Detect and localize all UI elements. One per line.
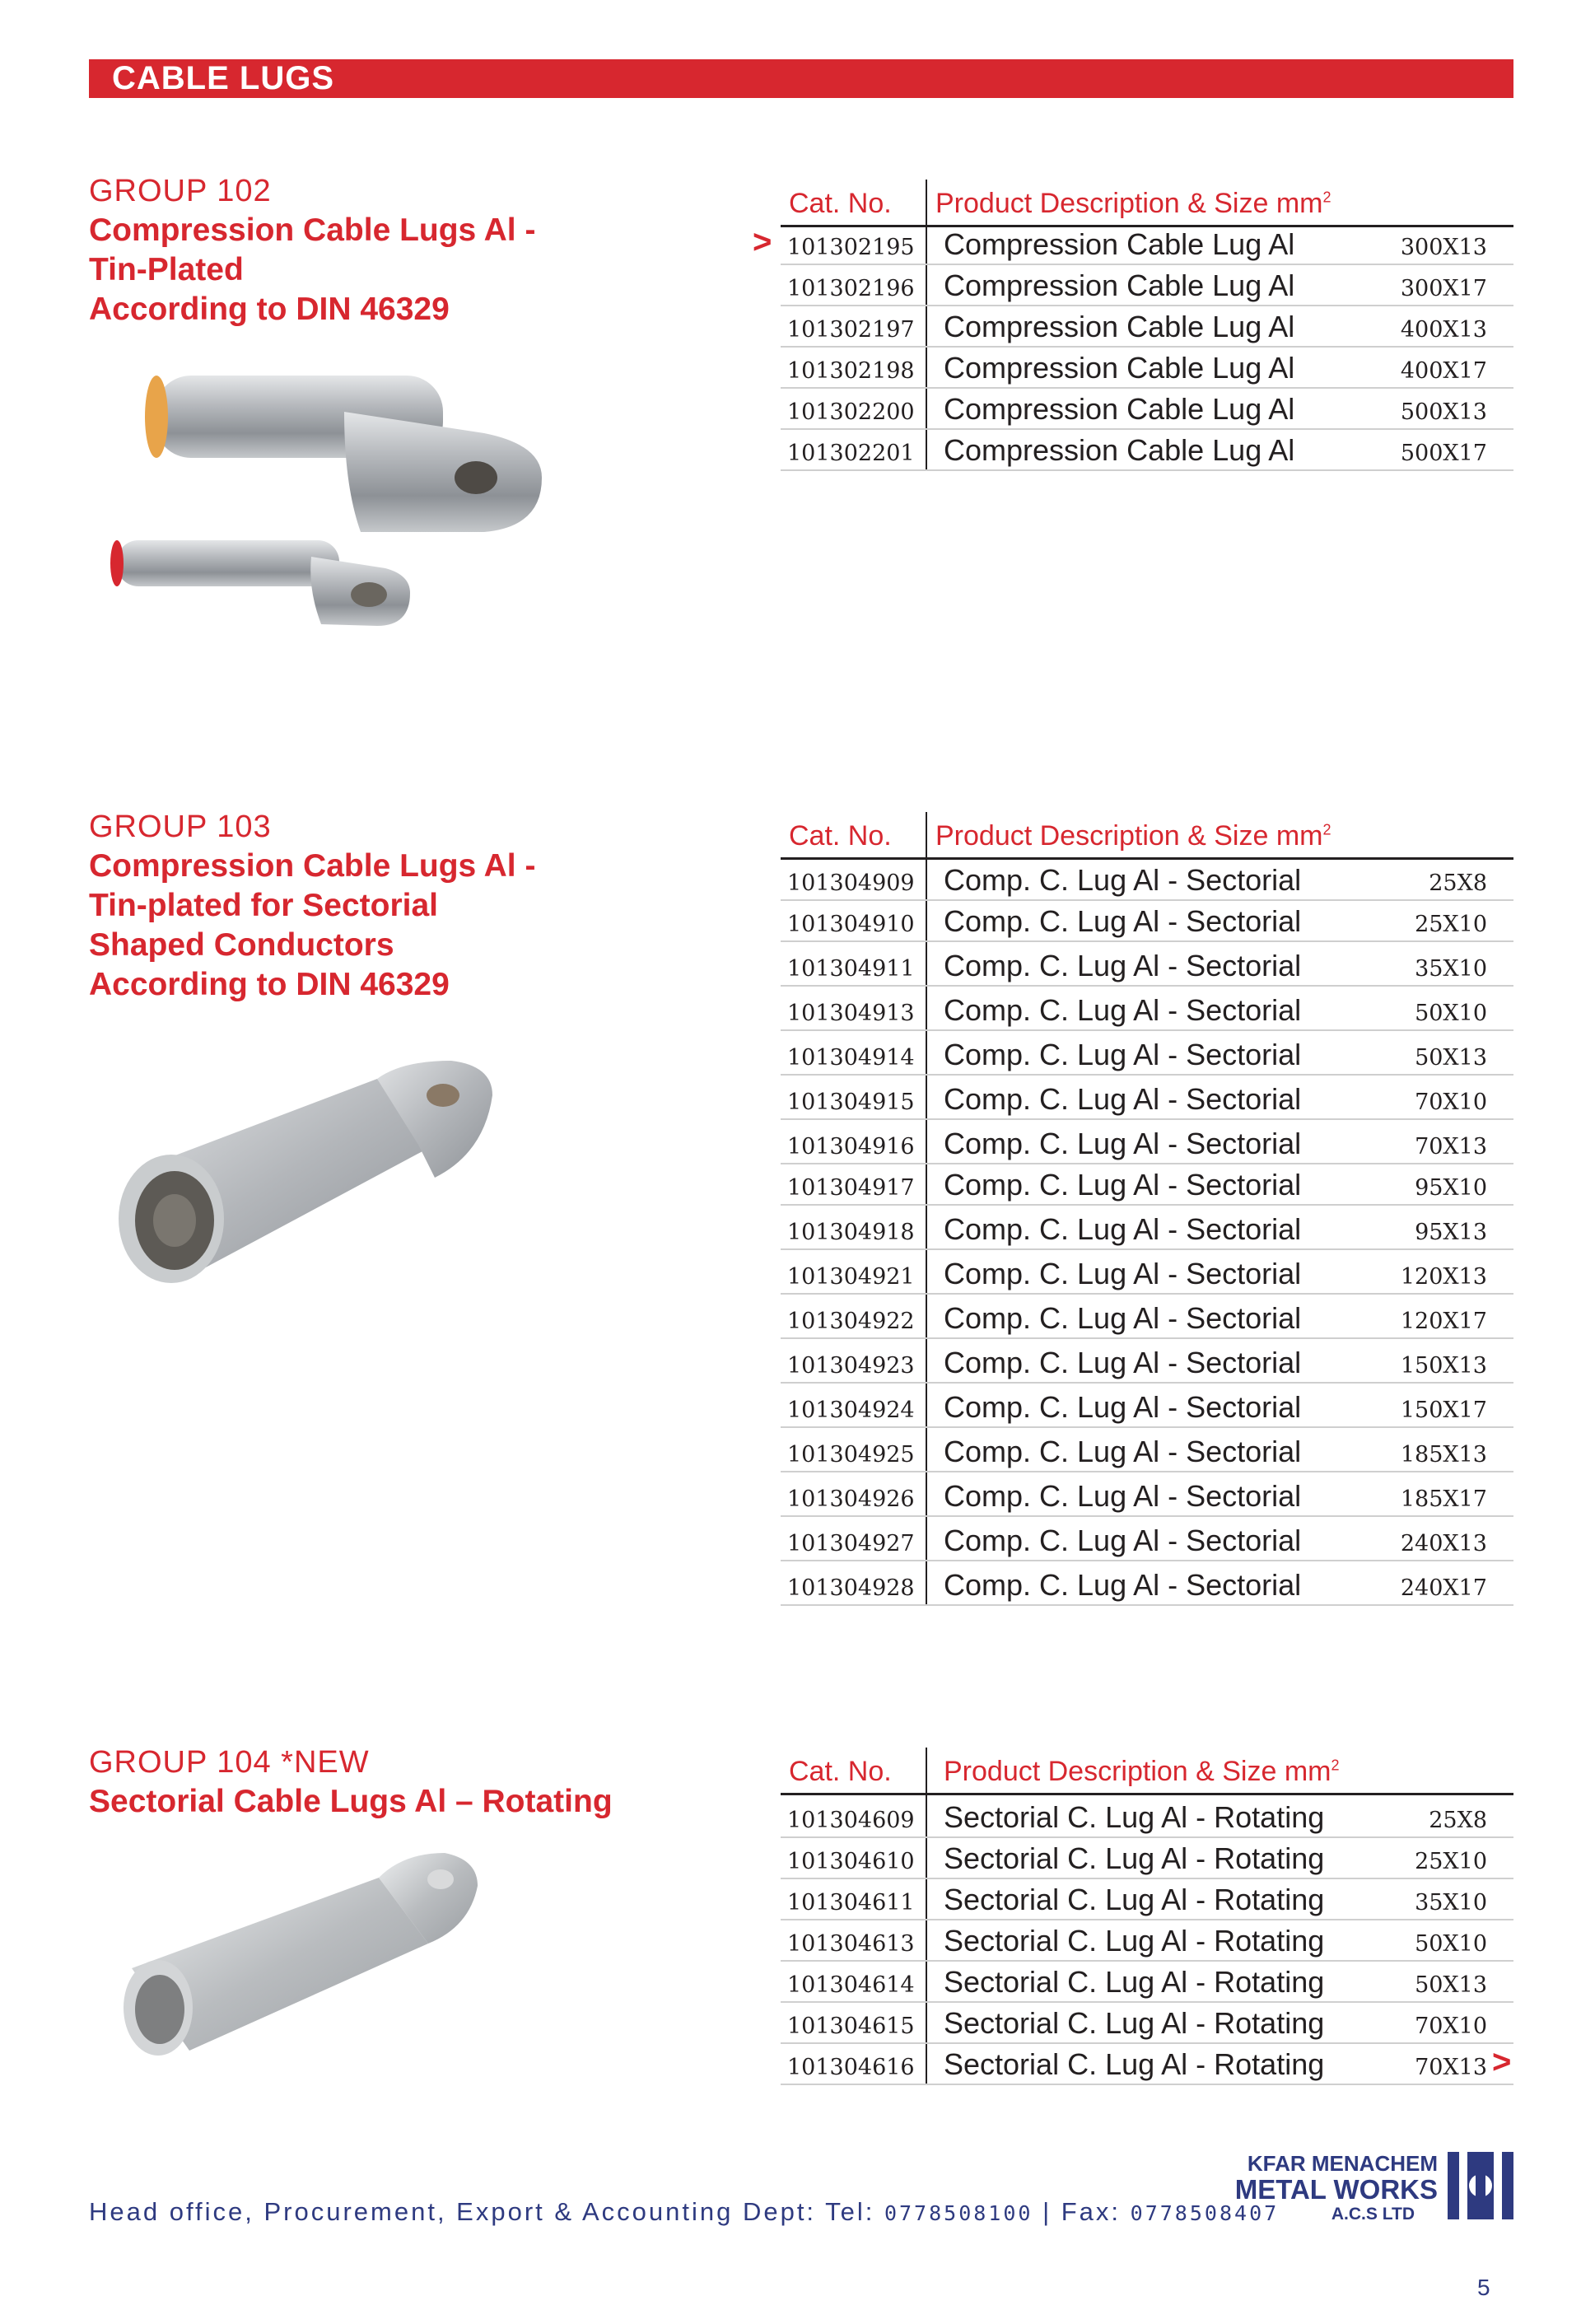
cell-size: 240X17: [1400, 1575, 1487, 1601]
footer-contact: [89, 2197, 1279, 2227]
cell-description: Compression Cable Lug Al: [944, 392, 1295, 426]
cell-cat-no: 101302201: [787, 441, 915, 466]
cell-cat-no: 101304609: [787, 1808, 915, 1833]
column-divider: [926, 348, 927, 387]
cell-cat-no: 101304911: [787, 956, 915, 982]
cell-size: 120X13: [1400, 1264, 1487, 1290]
cell-cat-no: 101304925: [787, 1442, 915, 1468]
column-divider: [926, 1879, 927, 1919]
column-header-cat-no: Cat. No.: [789, 188, 892, 219]
cell-description: Comp. C. Lug Al - Sectorial: [944, 949, 1302, 982]
cell-description: Comp. C. Lug Al - Sectorial: [944, 1568, 1302, 1602]
cell-size: 300X17: [1400, 276, 1487, 301]
cell-cat-no: 101302200: [787, 399, 915, 425]
table-row: [781, 987, 1513, 1031]
cell-size: 25X10: [1415, 1849, 1487, 1874]
footer-separator: | Fax:: [1033, 2197, 1131, 2226]
table-row: [781, 1206, 1513, 1250]
table-row: [781, 860, 1513, 901]
table-row: [781, 1517, 1513, 1561]
column-divider: [926, 987, 927, 1029]
group-number: GROUP 104 *NEW: [89, 1745, 370, 1780]
table-row: [781, 901, 1513, 942]
table-header: [781, 809, 1513, 860]
cell-description: Sectorial C. Lug Al - Rotating: [944, 1965, 1325, 1999]
cell-size: 50X10: [1415, 1931, 1487, 1957]
column-header-cat-no: Cat. No.: [789, 820, 892, 852]
group-title-line: According to DIN 46329: [89, 967, 450, 1002]
cell-cat-no: 101304922: [787, 1309, 915, 1334]
group-title-line: According to DIN 46329: [89, 292, 450, 327]
cell-description: Comp. C. Lug Al - Sectorial: [944, 1168, 1302, 1202]
cell-size: 150X17: [1400, 1398, 1487, 1423]
table-body: [781, 860, 1513, 1606]
logo-line-2: METAL WORKS: [1234, 2174, 1438, 2205]
cell-description: Comp. C. Lug Al - Sectorial: [944, 904, 1302, 938]
cell-size: 400X17: [1400, 358, 1487, 384]
section-header: CABLE LUGS: [89, 59, 1513, 98]
footer-contact-label: Head office, Procurement, Export & Accounting Dept: Tel:: [89, 2197, 884, 2226]
cell-size: 50X13: [1415, 1972, 1487, 1998]
cell-description: Comp. C. Lug Al - Sectorial: [944, 1435, 1302, 1468]
cell-size: 25X8: [1429, 870, 1487, 896]
cell-cat-no: 101304610: [787, 1849, 915, 1874]
cell-cat-no: 101304614: [787, 1972, 915, 1998]
column-divider: [926, 389, 927, 428]
group-103-table: [781, 809, 1513, 1606]
cell-description: Comp. C. Lug Al - Sectorial: [944, 1127, 1302, 1160]
cell-cat-no: 101304909: [787, 870, 915, 896]
cell-cat-no: 101304921: [787, 1264, 915, 1290]
cell-cat-no: 101304914: [787, 1045, 915, 1071]
column-header-description: Product Description & Size $mm^2$: [935, 188, 1331, 219]
cell-description: Comp. C. Lug Al - Sectorial: [944, 863, 1302, 897]
column-divider: [926, 1962, 927, 2001]
table-row: [781, 1879, 1513, 1920]
cell-size: 25X8: [1429, 1808, 1487, 1833]
group-104-table: [781, 1744, 1513, 2085]
cell-size: 50X13: [1415, 1045, 1487, 1071]
cable-lug-product-image: [97, 362, 558, 642]
cell-description: Compression Cable Lug Al: [944, 433, 1295, 467]
footer-tel: 0778508100: [884, 2201, 1033, 2225]
column-divider: [926, 180, 927, 225]
cell-size: 25X10: [1415, 912, 1487, 937]
cell-description: Compression Cable Lug Al: [944, 227, 1295, 261]
cell-cat-no: 101304918: [787, 1220, 915, 1245]
table-body: [781, 1795, 1513, 2085]
table-row: [781, 430, 1513, 471]
column-header-description: Product Description & Size $mm^2$: [935, 820, 1331, 852]
table-header: [781, 176, 1513, 227]
column-divider: [926, 1164, 927, 1204]
cell-size: 95X13: [1415, 1220, 1487, 1245]
cell-cat-no: 101304910: [787, 912, 915, 937]
column-divider: [926, 860, 927, 899]
column-divider: [926, 1472, 927, 1515]
column-divider: [926, 1428, 927, 1471]
group-title-line: Tin-plated for Sectorial: [89, 888, 439, 923]
table-row: [781, 1962, 1513, 2003]
left-arrow-marker: >: [753, 224, 772, 260]
group-title-line: Shaped Conductors: [89, 927, 394, 963]
table-row: [781, 348, 1513, 389]
cell-description: Comp. C. Lug Al - Sectorial: [944, 1301, 1302, 1335]
column-divider: [926, 1295, 927, 1337]
column-divider: [926, 1920, 927, 1960]
footer-fax: 0778508407: [1130, 2201, 1280, 2225]
table-row: [781, 1295, 1513, 1339]
cell-description: Sectorial C. Lug Al - Rotating: [944, 2006, 1325, 2040]
cell-description: Sectorial C. Lug Al - Rotating: [944, 1800, 1325, 1834]
rotating-cable-lug-product-image: [115, 1845, 511, 2092]
cell-cat-no: 101304616: [787, 2055, 915, 2080]
table-row: [781, 1838, 1513, 1879]
cell-cat-no: 101304917: [787, 1175, 915, 1201]
cell-description: Comp. C. Lug Al - Sectorial: [944, 1082, 1302, 1116]
cell-description: Sectorial C. Lug Al - Rotating: [944, 1841, 1325, 1875]
column-divider: [926, 1250, 927, 1293]
cell-cat-no: 101304915: [787, 1090, 915, 1115]
cell-description: Sectorial C. Lug Al - Rotating: [944, 2047, 1325, 2081]
column-divider: [926, 1561, 927, 1604]
column-divider: [926, 1748, 927, 1793]
sectorial-cable-lug-product-image: [105, 1054, 534, 1351]
table-row: [781, 1250, 1513, 1295]
right-arrow-marker: >: [1492, 2044, 1512, 2080]
cell-description: Comp. C. Lug Al - Sectorial: [944, 1346, 1302, 1379]
table-row: [781, 1920, 1513, 1962]
cell-cat-no: 101304926: [787, 1486, 915, 1512]
column-header-description: Product Description & Size $mm^2$: [944, 1756, 1340, 1787]
column-divider: [926, 306, 927, 346]
table-row: [781, 1339, 1513, 1384]
column-divider: [926, 1031, 927, 1074]
cell-cat-no: 101302198: [787, 358, 915, 384]
table-row: [781, 1120, 1513, 1164]
cell-size: 35X10: [1415, 956, 1487, 982]
cell-size: 300X13: [1400, 235, 1487, 260]
cell-description: Compression Cable Lug Al: [944, 351, 1295, 385]
cell-cat-no: 101304924: [787, 1398, 915, 1423]
column-divider: [926, 1339, 927, 1382]
column-divider: [926, 265, 927, 305]
cell-cat-no: 101304927: [787, 1531, 915, 1556]
table-row: [781, 227, 1513, 265]
cell-cat-no: 101304613: [787, 1931, 915, 1957]
cell-description: Sectorial C. Lug Al - Rotating: [944, 1883, 1325, 1916]
cell-cat-no: 101304928: [787, 1575, 915, 1601]
column-divider: [926, 942, 927, 985]
page-number: 5: [1477, 2275, 1490, 2300]
table-row: [781, 1428, 1513, 1472]
table-row: [781, 942, 1513, 987]
logo-line-1: KFAR MENACHEM: [1247, 2151, 1438, 2176]
company-logo: [1234, 2150, 1513, 2224]
cell-description: Comp. C. Lug Al - Sectorial: [944, 1038, 1302, 1071]
cell-size: 50X10: [1415, 1001, 1487, 1026]
logo-mark-icon: [1448, 2152, 1513, 2219]
table-row: [781, 1561, 1513, 1606]
group-title-line: Compression Cable Lugs Al -: [89, 848, 536, 884]
group-104-heading: [89, 1743, 748, 1822]
column-divider: [926, 901, 927, 940]
cell-cat-no: 101302197: [787, 317, 915, 343]
table-row: [781, 389, 1513, 430]
cell-cat-no: 101302195: [787, 235, 915, 260]
cell-size: 70X10: [1415, 1090, 1487, 1115]
table-row: [781, 265, 1513, 306]
cell-size: 35X10: [1415, 1890, 1487, 1916]
column-divider: [926, 1795, 927, 1836]
group-title-line: Tin-Plated: [89, 252, 244, 287]
column-divider: [926, 1120, 927, 1163]
column-divider: [926, 430, 927, 469]
cell-size: 400X13: [1400, 317, 1487, 343]
cell-cat-no: 101304611: [787, 1890, 915, 1916]
table-row: [781, 306, 1513, 348]
cell-description: Comp. C. Lug Al - Sectorial: [944, 1479, 1302, 1513]
table-row: [781, 2003, 1513, 2044]
cell-size: 185X13: [1400, 1442, 1487, 1468]
cell-description: Comp. C. Lug Al - Sectorial: [944, 1390, 1302, 1424]
table-row: [781, 2044, 1513, 2085]
table-body: [781, 227, 1513, 471]
cell-cat-no: 101304916: [787, 1134, 915, 1160]
cell-cat-no: 101304913: [787, 1001, 915, 1026]
cell-size: 150X13: [1400, 1353, 1487, 1379]
cell-description: Compression Cable Lug Al: [944, 268, 1295, 302]
column-divider: [926, 1206, 927, 1248]
cell-cat-no: 101302196: [787, 276, 915, 301]
table-row: [781, 1472, 1513, 1517]
cell-size: 70X13: [1415, 1134, 1487, 1160]
cell-size: 185X17: [1400, 1486, 1487, 1512]
cell-cat-no: 101304615: [787, 2014, 915, 2039]
cell-size: 500X13: [1400, 399, 1487, 425]
group-number: GROUP 102: [89, 174, 272, 208]
column-divider: [926, 2044, 927, 2084]
column-divider: [926, 812, 927, 857]
table-row: [781, 1076, 1513, 1120]
logo-line-3: A.C.S LTD: [1331, 2205, 1415, 2224]
cell-description: Comp. C. Lug Al - Sectorial: [944, 1212, 1302, 1246]
column-header-cat-no: Cat. No.: [789, 1756, 892, 1787]
column-divider: [926, 1517, 927, 1560]
cell-size: 70X10: [1415, 2014, 1487, 2039]
group-103-heading: [89, 807, 748, 1005]
cell-size: 500X17: [1400, 441, 1487, 466]
column-divider: [926, 227, 927, 264]
column-divider: [926, 1076, 927, 1118]
cell-description: Comp. C. Lug Al - Sectorial: [944, 1257, 1302, 1290]
group-title-line: Sectorial Cable Lugs Al – Rotating: [89, 1784, 613, 1819]
group-102-heading: [89, 171, 748, 329]
group-102-table: [781, 176, 1513, 471]
cell-size: 95X10: [1415, 1175, 1487, 1201]
table-row: [781, 1384, 1513, 1428]
cell-description: Sectorial C. Lug Al - Rotating: [944, 1924, 1325, 1958]
table-row: [781, 1164, 1513, 1206]
column-divider: [926, 1384, 927, 1426]
table-row: [781, 1795, 1513, 1838]
cell-size: 70X13: [1415, 2055, 1487, 2080]
cell-cat-no: 101304923: [787, 1353, 915, 1379]
cell-description: Compression Cable Lug Al: [944, 310, 1295, 343]
group-number: GROUP 103: [89, 810, 272, 844]
cell-size: 240X13: [1400, 1531, 1487, 1556]
column-divider: [926, 1838, 927, 1878]
group-title-line: Compression Cable Lugs Al -: [89, 212, 536, 248]
cell-size: 120X17: [1400, 1309, 1487, 1334]
column-divider: [926, 2003, 927, 2042]
cell-description: Comp. C. Lug Al - Sectorial: [944, 993, 1302, 1027]
table-row: [781, 1031, 1513, 1076]
table-header: [781, 1744, 1513, 1795]
cell-description: Comp. C. Lug Al - Sectorial: [944, 1524, 1302, 1557]
